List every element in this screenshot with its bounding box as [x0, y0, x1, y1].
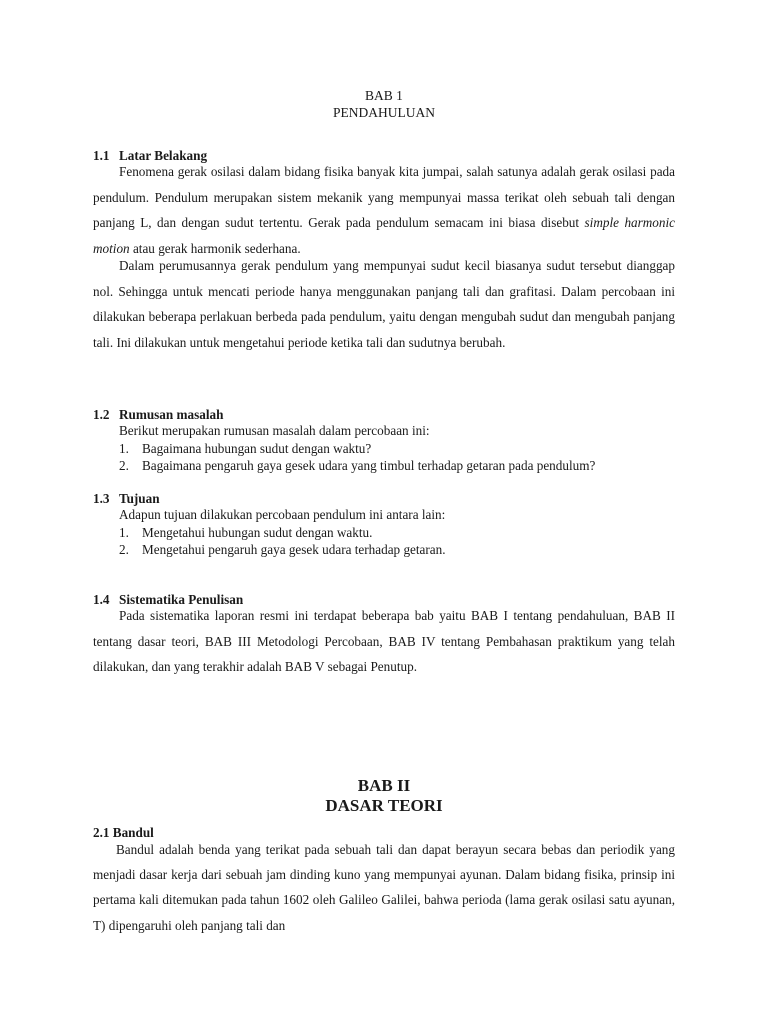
problem-list — [93, 440, 675, 475]
list-item — [93, 457, 675, 475]
section-title: Rumusan masalah — [119, 407, 224, 422]
paragraph: Pada sistematika laporan resmi ini terdapat beberapa bab yaitu BAB I tentang pendahuluan, BAB II tentang dasar teori, BAB III Metodologi Percobaan, BAB IV tentang Pembahasan praktikum yang telah dilakukan, dan yang terakhir adalah BAB V sebagai Penutup. — [93, 608, 675, 674]
section-1-3 — [93, 490, 675, 559]
paragraph: Bandul adalah benda yang terikat pada sebuah tali dan dapat berayun secara bebas dan periodik yang menjadi dasar kerja dari sebuah jam dinding kuno yang mempunyai ayunan. Dalam bidang fisika, prinsip ini pertama kali ditemukan pada tahun 1602 oleh Galileo Galilei, bahwa perioda (lama gerak osilasi satu ayunan, T) dipengaruhi oleh panjang tali dan — [93, 842, 675, 933]
section-number: 1.2 — [93, 407, 110, 422]
section-1-2 — [93, 406, 675, 475]
section-number: 1.4 — [93, 592, 110, 607]
list-item — [93, 440, 675, 458]
section-title: Latar Belakang — [119, 148, 208, 163]
list-number: 2. — [119, 542, 129, 557]
paragraph: Dalam perumusannya gerak pendulum yang mempunyai sudut kecil biasanya sudut tersebut dianggap nol. Sehingga untuk mencati periode hanya menggunakan panjang tali dan grafitasi. Dalam percobaan ini dilakukan beberapa perlakuan berbeda pada pendulum, yaitu dengan mengubah sudut dan mengubah panjang tali. Ini dilakukan untuk mengetahui periode ketika tali dan sudutnya berubah. — [93, 258, 675, 350]
section-1-4 — [93, 591, 675, 680]
chapter-1-title: BAB 1 — [365, 88, 403, 103]
section-1-2-heading — [93, 406, 675, 423]
section-2-1 — [93, 824, 675, 938]
section-number: 1.1 — [93, 148, 110, 163]
list-text: Bagaimana hubungan sudut dengan waktu? — [142, 440, 372, 456]
list-text: Mengetahui pengaruh gaya gesek udara terhadap getaran. — [142, 542, 446, 557]
list-number: 1. — [119, 524, 129, 540]
chapter-1-heading — [93, 87, 675, 121]
section-2-1-heading: 2.1 Bandul — [93, 825, 154, 840]
chapter-2-heading — [93, 776, 675, 816]
list-item — [93, 524, 675, 542]
section-1-3-heading — [93, 490, 675, 507]
paragraph-text: Fenomena gerak osilasi dalam bidang fisika banyak kita jumpai, salah satunya adalah gerak osilasi pada pendulum. Pendulum merupakan sistem mekanik yang mempunyai massa terikat oleh sebuah tali dengan panjang L, dan dengan sudut tertentu. Gerak pada pendulum semacam ini biasa disebut — [93, 164, 675, 230]
list-number: 1. — [119, 440, 129, 456]
list-item — [93, 541, 675, 559]
section-title: Sistematika Penulisan — [119, 592, 244, 607]
chapter-2-title: BAB II — [357, 776, 411, 795]
chapter-2-subtitle: DASAR TEORI — [325, 796, 443, 815]
intro-text: Berikut merupakan rumusan masalah dalam percobaan ini: — [119, 423, 430, 438]
italic-term: simple harmonic motion — [93, 215, 675, 256]
paragraph-text: atau gerak harmonik sederhana. — [129, 240, 301, 256]
list-text: Mengetahui hubungan sudut dengan waktu. — [142, 524, 373, 540]
paragraph — [93, 159, 675, 261]
chapter-1-subtitle: PENDAHULUAN — [333, 105, 435, 120]
list-number: 2. — [119, 458, 129, 473]
objective-list — [93, 524, 675, 559]
section-1-1 — [93, 147, 675, 355]
intro-text: Adapun tujuan dilakukan percobaan pendulum ini antara lain: — [119, 507, 446, 522]
section-number: 1.3 — [93, 491, 110, 506]
list-text: Bagaimana pengaruh gaya gesek udara yang timbul terhadap getaran pada pendulum? — [142, 458, 596, 473]
section-title: Tujuan — [119, 491, 160, 506]
